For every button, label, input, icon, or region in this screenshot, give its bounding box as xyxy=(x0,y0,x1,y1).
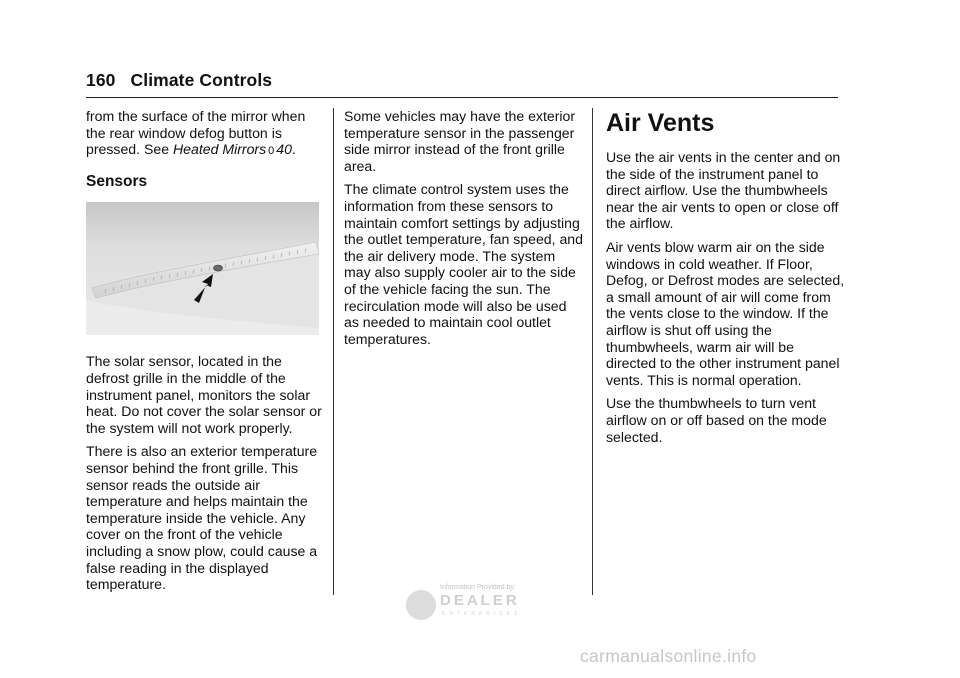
column-divider-2 xyxy=(592,108,593,595)
xref-page-number[interactable]: 40 xyxy=(276,141,292,158)
watermark-brand-sub: ENTERPRISES xyxy=(442,611,522,617)
column-divider-1 xyxy=(333,108,334,595)
air-vents-paragraph-3: Use the thumbwheels to turn vent airflow on or off based on the mode selected. xyxy=(606,395,827,445)
watermark-provided-by: Information Provided by: xyxy=(440,584,516,591)
right-column xyxy=(606,108,846,452)
exterior-sensor-paragraph: There is also an exterior temperature sensor behind the front grille. This sensor reads the outside air temperature and helps maintain the temperature inside the vehicle. Any cover on the front of the vehicle including a snow plow, could cause a false reading in the displayed temperature. xyxy=(86,443,318,593)
chapter-title: Climate Controls xyxy=(130,70,273,90)
left-column xyxy=(86,108,326,600)
page-header xyxy=(86,70,272,91)
solar-sensor-paragraph: The solar sensor, located in the defrost grille in the middle of the instrument panel, monitors the solar heat. Do not cover the solar sensor or the system will not work properly. xyxy=(86,353,322,436)
xref-heated-mirrors[interactable]: Heated Mirrors xyxy=(172,141,267,158)
watermark-brand: DEALER xyxy=(440,592,520,609)
page-ref-icon: 0 xyxy=(268,145,275,158)
middle-column xyxy=(344,108,584,354)
air-vents-paragraph-2: Air vents blow warm air on the side windows in cold weather. If Floor, Defog, or Defrost modes are selected, a small amount of air will come from the vents close to the window. If the airflow is shut off using the thumbwheels, warm air will be directed to the other instrument panel vents. This is normal operation. xyxy=(606,238,845,388)
page-number: 160 xyxy=(86,70,116,90)
solar-sensor-photo xyxy=(86,202,319,335)
air-vents-paragraph-1: Use the air vents in the center and on the side of the instrument panel to direct airflow. Use the thumbwheels near the air vents to open or close off the airflow. xyxy=(606,149,841,232)
header-rule xyxy=(86,97,838,98)
mirror-sensor-paragraph: Some vehicles may have the exterior temperature sensor in the passenger side mirror instead of the front grille area. xyxy=(344,108,576,174)
solar-sensor-dot xyxy=(214,265,223,271)
air-vents-heading: Air Vents xyxy=(606,109,715,137)
globe-logo-icon xyxy=(406,590,436,620)
footer-url: carmanualsonline.info xyxy=(580,646,757,666)
mirror-text: from the surface of the mirror when the rear window defog button is pressed. See xyxy=(86,108,306,158)
sensors-heading: Sensors xyxy=(86,172,148,190)
mirror-paragraph xyxy=(86,108,326,160)
climate-system-paragraph: The climate control system uses the information from these sensors to maintain comfort settings by adjusting the outlet temperature, fan speed, and the air delivery mode. The system may also supply cooler air to the side of the vehicle facing the sun. The recirculation mode will also be used as needed to maintain cool outlet temperatures. xyxy=(344,181,583,347)
dealer-watermark xyxy=(404,584,550,624)
sentence-end: . xyxy=(291,141,296,158)
dashboard-illustration xyxy=(86,202,319,335)
